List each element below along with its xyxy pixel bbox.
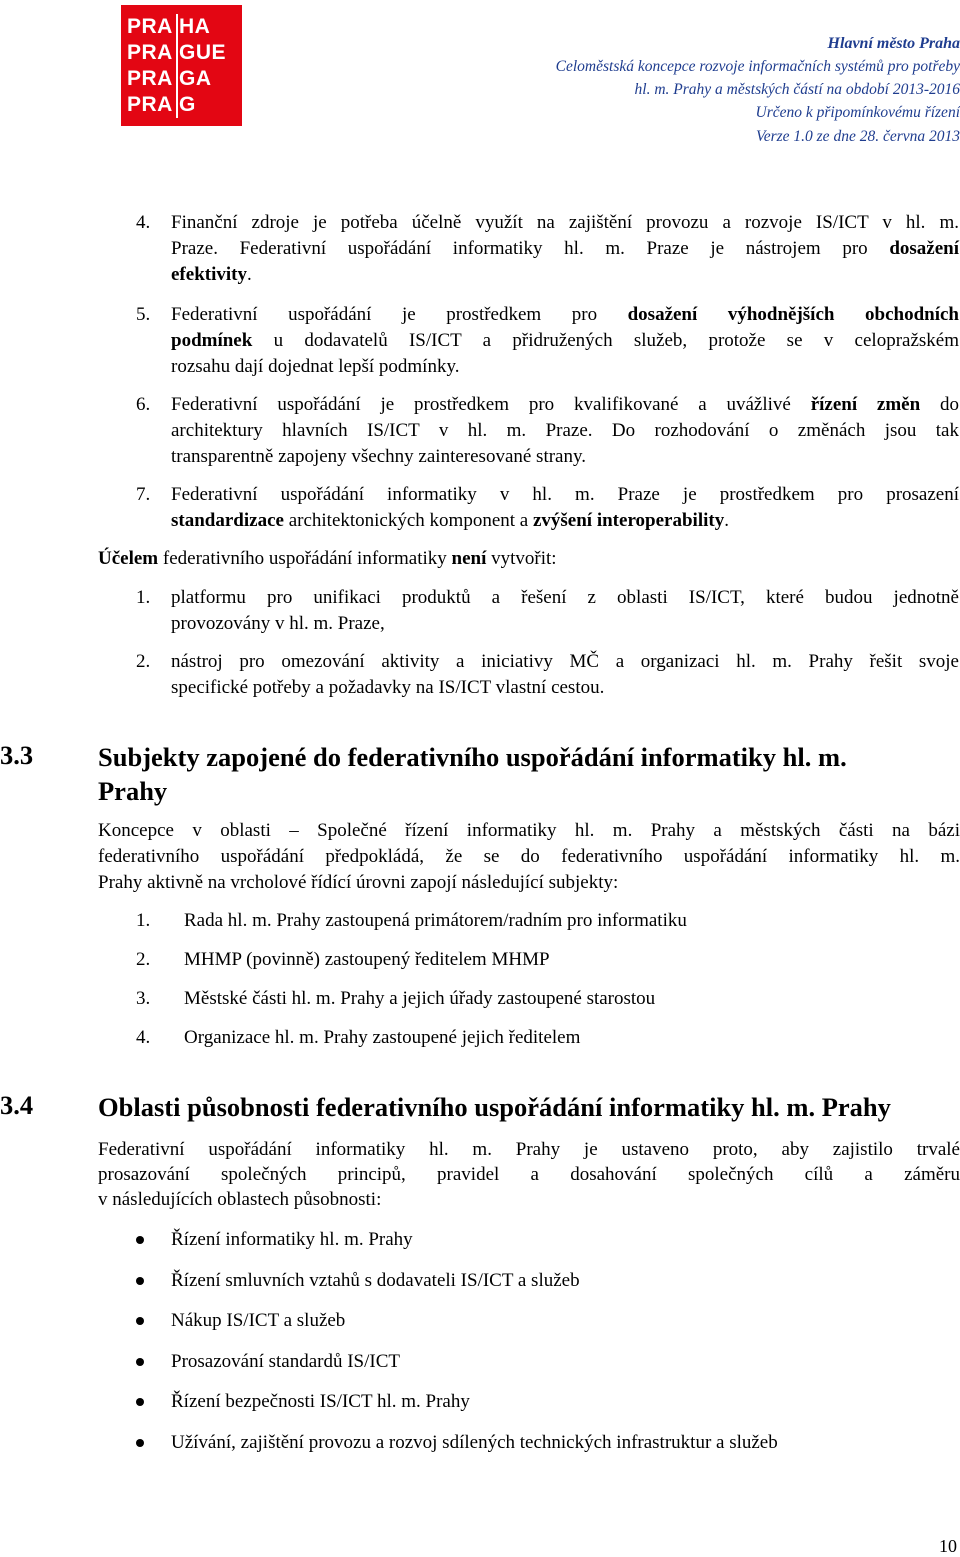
list-number: 6. xyxy=(136,394,151,415)
bullet-item: Řízení informatiky hl. m. Prahy xyxy=(171,1229,413,1250)
list-number: 1. xyxy=(136,910,151,931)
bullet-icon xyxy=(136,1277,144,1285)
paragraph-line: Koncepce v oblasti – Společné řízení informatiky hl. m. Prahy a městských části na bázi xyxy=(98,820,960,841)
paragraph-line: prosazování společných principů, pravidel a dosahování společných cílů a záměru xyxy=(98,1164,960,1185)
list-number: 4. xyxy=(136,212,151,233)
list-item-text: efektivity. xyxy=(171,264,252,285)
bullet-item: Užívání, zajištění provozu a rozvoj sdílených technických infrastruktur a služeb xyxy=(171,1432,778,1453)
logo-divider xyxy=(176,14,178,118)
list-item-text: Finanční zdroje je potřeba účelně využít na zajištění provozu a rozvoje IS/ICT v hl. m. xyxy=(171,212,959,233)
bullet-icon xyxy=(136,1358,144,1366)
praha-logo xyxy=(121,5,242,126)
list-item-text: transparentně zapojeny všechny zainteresované strany. xyxy=(171,446,587,467)
paragraph-line: Prahy aktivně na vrcholové řídící úrovni zapojí následující subjekty: xyxy=(98,872,619,893)
list-item-text: podmínek u dodavatelů IS/ICT a přidružených služeb, protože se v celopražském xyxy=(171,330,959,351)
list-item-text: Městské části hl. m. Prahy a jejich úřady zastoupené starostou xyxy=(184,988,656,1009)
header-version: Verze 1.0 ze dne 28. června 2013 xyxy=(755,128,960,145)
bullet-item: Řízení smluvních vztahů s dodavateli IS/ICT a služeb xyxy=(171,1270,580,1291)
header-org: Hlavní město Praha xyxy=(827,35,960,52)
logo-text: HA xyxy=(179,15,211,38)
list-item-text: MHMP (povinně) zastoupený ředitelem MHMP xyxy=(184,949,550,970)
list-item-text: architektury hlavních IS/ICT v hl. m. Praze. Do rozhodování o změnách jsou tak xyxy=(171,420,959,441)
list-item-text: specifické potřeby a požadavky na IS/ICT vlastní cestou. xyxy=(171,677,605,698)
list-item-text: Federativní uspořádání je prostředkem pro kvalifikované a uvážlivé řízení změn do xyxy=(171,394,960,415)
list-item-text: Praze. Federativní uspořádání informatiky hl. m. Praze je nástrojem pro dosažení xyxy=(171,238,959,259)
section-number: 3.3 xyxy=(0,740,34,770)
list-number: 7. xyxy=(136,484,151,505)
purpose-text: Účelem federativního uspořádání informatiky není vytvořit: xyxy=(98,548,557,569)
list-item-text: rozsahu dají dojednat lepší podmínky. xyxy=(171,356,460,377)
list-item-text: Organizace hl. m. Prahy zastoupené jejich ředitelem xyxy=(184,1027,581,1048)
list-number: 4. xyxy=(136,1027,151,1048)
logo-text: GUE xyxy=(179,41,227,64)
list-number: 2. xyxy=(136,949,151,970)
list-number: 2. xyxy=(136,651,151,672)
list-item-text: platformu pro unifikaci produktů a řešení z oblasti IS/ICT, které budou jednotně xyxy=(171,587,959,608)
list-number: 5. xyxy=(136,304,151,325)
list-number: 1. xyxy=(136,587,151,608)
section-heading: Prahy xyxy=(98,776,168,806)
logo-text: G xyxy=(179,93,196,116)
paragraph-line: federativního uspořádání předpokládá, že se do federativního uspořádání informatiky hl. m. xyxy=(98,846,960,867)
bullet-icon xyxy=(136,1439,144,1447)
logo-text: PRA xyxy=(127,93,173,116)
bullet-item: Nákup IS/ICT a služeb xyxy=(171,1310,346,1331)
logo-text: GA xyxy=(179,67,212,90)
header-line: Celoměstská koncepce rozvoje informačních systémů pro potřeby xyxy=(555,58,960,75)
paragraph-line: v následujících oblastech působnosti: xyxy=(98,1189,382,1210)
logo-text: PRA xyxy=(127,67,173,90)
list-item-text: provozovány v hl. m. Praze, xyxy=(171,613,385,634)
bullet-item: Řízení bezpečnosti IS/ICT hl. m. Prahy xyxy=(171,1391,470,1412)
bullet-icon xyxy=(136,1236,144,1244)
list-number: 3. xyxy=(136,988,151,1009)
header-line: Určeno k připomínkovému řízení xyxy=(755,104,960,121)
list-item-text: Federativní uspořádání informatiky v hl. m. Praze je prostředkem pro prosazení xyxy=(171,484,959,505)
list-item-text: Federativní uspořádání je prostředkem pro dosažení výhodnějších obchodních xyxy=(171,304,959,325)
section-heading: Subjekty zapojené do federativního uspořádání informatiky hl. m. xyxy=(98,742,847,772)
list-item-text: Rada hl. m. Prahy zastoupená primátorem/radním pro informatiku xyxy=(184,910,687,931)
section-number: 3.4 xyxy=(0,1090,34,1120)
bullet-item: Prosazování standardů IS/ICT xyxy=(171,1351,401,1372)
list-item-text: standardizace architektonických komponent a zvýšení interoperability. xyxy=(171,510,729,531)
paragraph-line: Federativní uspořádání informatiky hl. m. Prahy je ustaveno proto, aby zajistilo trvalé xyxy=(98,1139,960,1160)
list-item-text: nástroj pro omezování aktivity a iniciativy MČ a organizaci hl. m. Prahy řešit svoje xyxy=(171,651,959,672)
header-line: hl. m. Prahy a městských částí na období 2013-2016 xyxy=(634,81,960,98)
section-heading: Oblasti působnosti federativního uspořádání informatiky hl. m. Prahy xyxy=(98,1092,891,1122)
bullet-icon xyxy=(136,1317,144,1325)
bullet-icon xyxy=(136,1398,144,1406)
logo-text: PRA xyxy=(127,15,173,38)
page-number: 10 xyxy=(939,1536,957,1556)
logo-text: PRA xyxy=(127,41,173,64)
